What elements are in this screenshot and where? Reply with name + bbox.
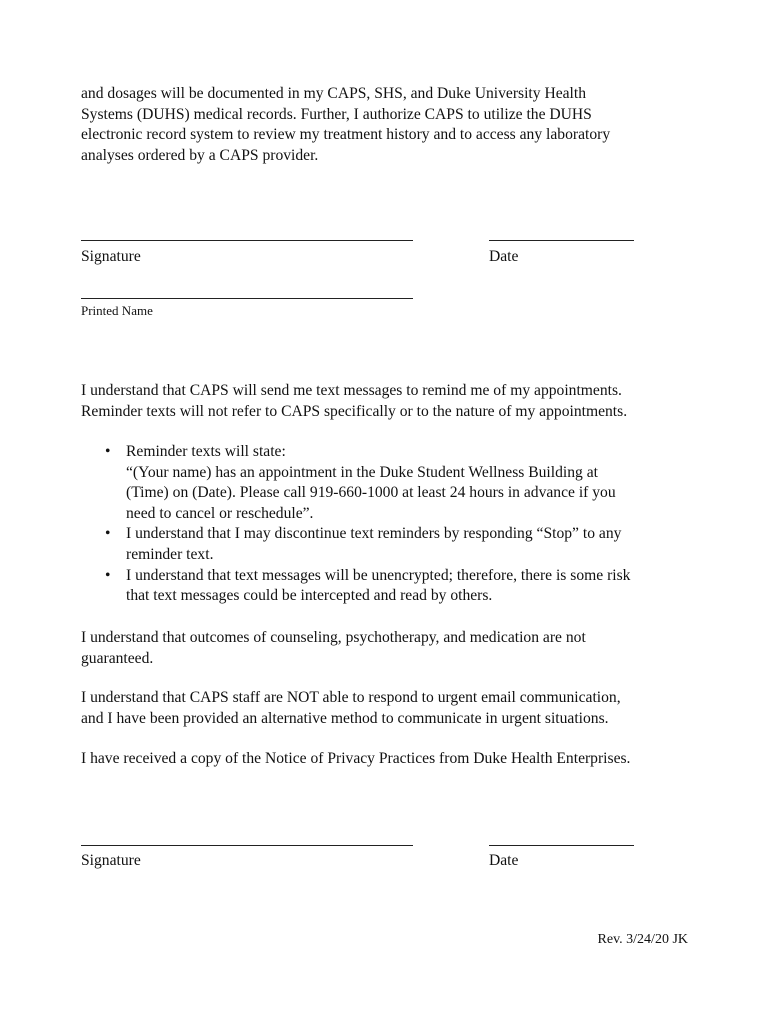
signature-label: Signature — [81, 852, 141, 869]
bullet-icon: • — [105, 443, 111, 460]
bullet-line: (Time) on (Date). Please call 919-660-1000 at least 24 hours in advance if you — [126, 484, 616, 502]
reminder-bullet-list — [81, 442, 701, 607]
intro-paragraph — [81, 84, 691, 166]
signature-line[interactable] — [81, 240, 413, 241]
bullet-item — [81, 566, 701, 607]
revision-footer: Rev. 3/24/20 JK — [597, 932, 688, 947]
bullet-line: that text messages could be intercepted and read by others. — [126, 587, 493, 605]
bullet-item — [81, 442, 701, 524]
intro-line: analyses ordered by a CAPS provider. — [81, 146, 319, 164]
intro-line: electronic record system to review my treatment history and to access any laboratory — [81, 126, 611, 144]
date-line[interactable] — [489, 845, 634, 846]
text-reminder-line: I understand that CAPS will send me text messages to remind me of my appointments. — [81, 382, 622, 399]
printed-name-line[interactable] — [81, 298, 413, 299]
text-reminder-paragraph — [81, 381, 691, 422]
date-label: Date — [489, 248, 519, 265]
bullet-icon: • — [105, 566, 111, 584]
bullet-line: I understand that text messages will be unencrypted; therefore, there is some risk — [126, 566, 631, 584]
bullet-line: “(Your name) has an appointment in the Duke Student Wellness Building at — [126, 463, 598, 481]
bullet-line: I understand that I may discontinue text reminders by responding “Stop” to any — [126, 525, 622, 543]
urgent-line: and I have been provided an alternative method to communicate in urgent situations. — [81, 709, 609, 727]
text-reminder-line: Reminder texts will not refer to CAPS specifically or to the nature of my appointments. — [81, 402, 628, 420]
intro-line: Systems (DUHS) medical records. Further, I authorize CAPS to utilize the DUHS — [81, 105, 592, 123]
date-label: Date — [489, 852, 519, 869]
outcomes-line: guaranteed. — [81, 649, 154, 667]
bullet-icon: • — [105, 525, 111, 543]
urgent-line: I understand that CAPS staff are NOT able to respond to urgent email communication, — [81, 689, 621, 706]
urgent-paragraph — [81, 688, 691, 729]
outcomes-line: I understand that outcomes of counseling, psychotherapy, and medication are not — [81, 629, 586, 646]
privacy-line: I have received a copy of the Notice of Privacy Practices from Duke Health Enterprises. — [81, 750, 631, 767]
printed-name-label: Printed Name — [81, 303, 153, 318]
intro-line: and dosages will be documented in my CAPS, SHS, and Duke University Health — [81, 85, 587, 102]
bullet-line: need to cancel or reschedule”. — [126, 504, 314, 522]
outcomes-paragraph — [81, 628, 691, 669]
privacy-paragraph — [81, 749, 691, 770]
signature-label: Signature — [81, 248, 141, 265]
bullet-line: Reminder texts will state: — [126, 443, 286, 460]
bullet-line: reminder text. — [126, 545, 214, 563]
signature-line[interactable] — [81, 845, 413, 846]
date-line[interactable] — [489, 240, 634, 241]
bullet-item — [81, 524, 701, 565]
